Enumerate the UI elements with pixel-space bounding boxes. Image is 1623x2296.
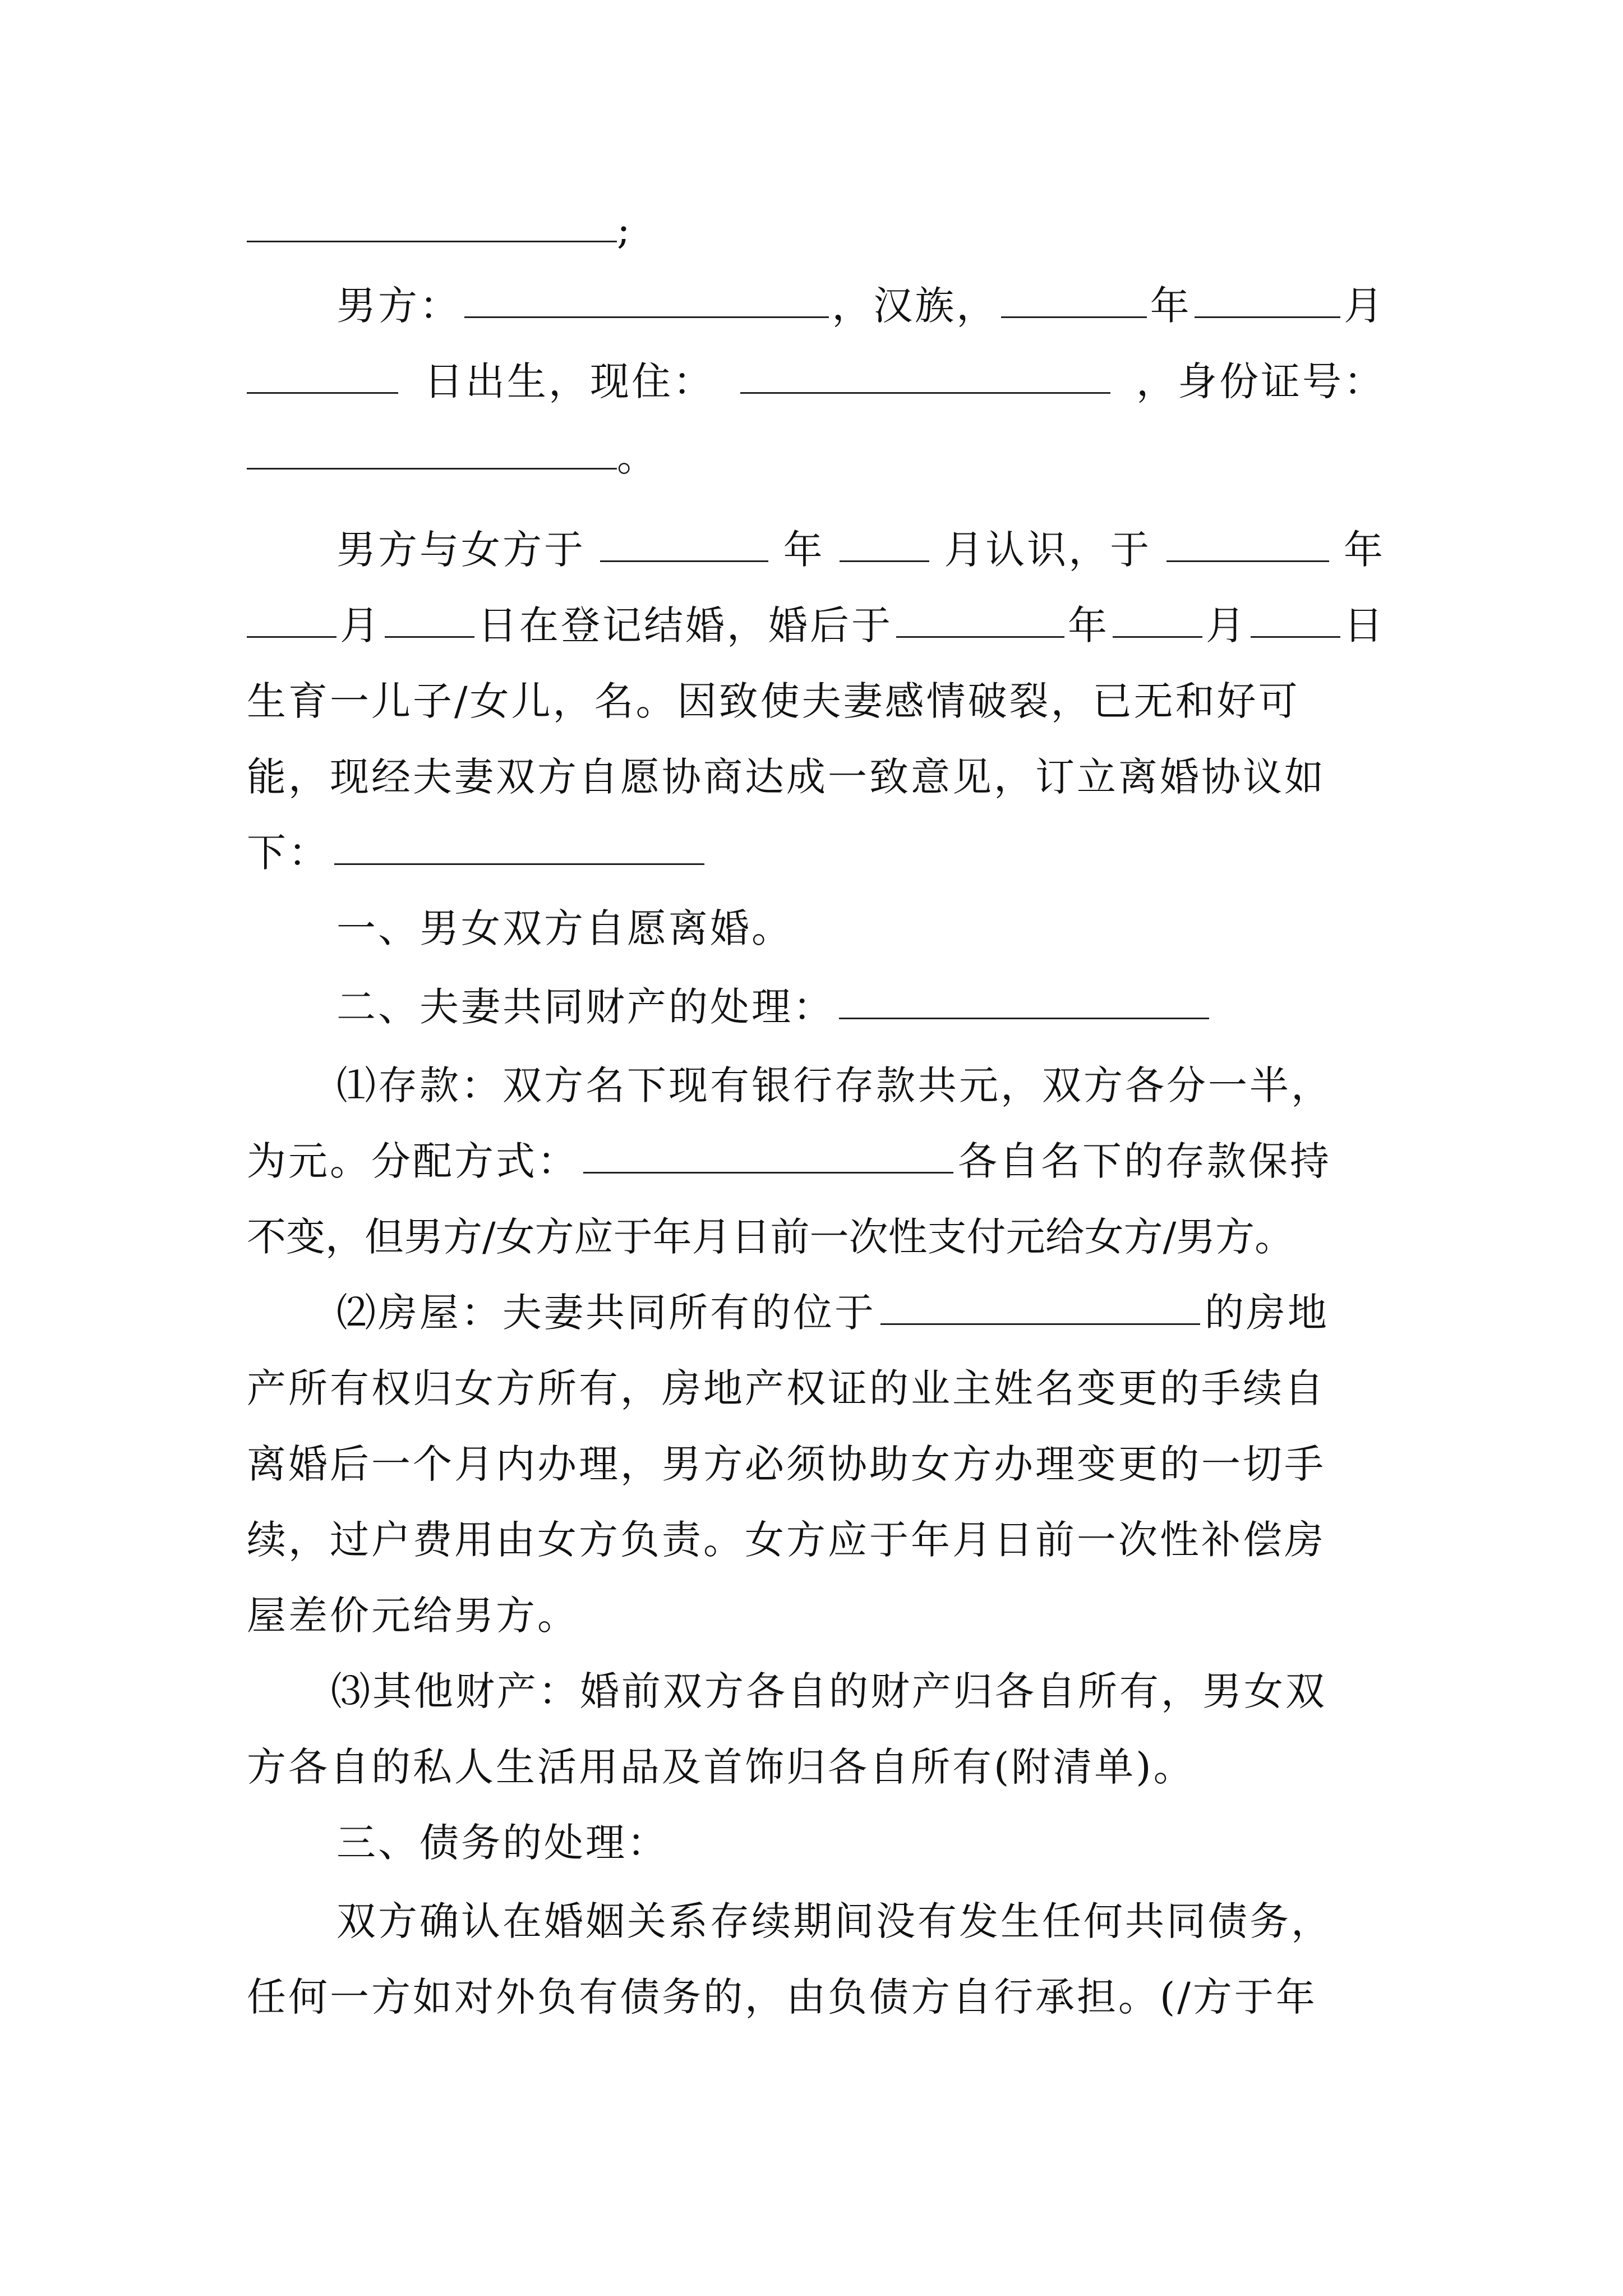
doc-line-18 <box>247 1509 1385 1571</box>
text-segment: 产所有权归女方所有，房地产权证的业主姓名变更的手续自 <box>247 1365 1326 1411</box>
doc-line-21 <box>247 1736 1385 1798</box>
blank-field <box>385 604 474 638</box>
text-segment: 月认识，于 <box>944 527 1152 573</box>
text-segment: 续，过户费用由女方负责。女方应于年月日前一次性补偿房 <box>247 1517 1326 1563</box>
text-segment: 方各自的私人生活用品及首饰归各自所有(附清单)。 <box>247 1744 1195 1790</box>
text-segment: 离婚后一个月内办理，男方必须协助女方办理变更的一切手 <box>247 1441 1326 1487</box>
blank-field <box>1251 604 1340 638</box>
doc-line-23 <box>247 1890 1385 1952</box>
blank-field <box>1113 604 1202 638</box>
doc-line-24 <box>247 1966 1385 2028</box>
blank-field <box>840 528 929 562</box>
text-segment: 月 <box>1343 283 1385 329</box>
doc-line-12 <box>247 1055 1385 1116</box>
doc-line-6 <box>247 595 1385 656</box>
doc-line-17 <box>247 1433 1385 1495</box>
doc-line-5 <box>247 519 1385 581</box>
text-segment: ; <box>617 207 633 253</box>
text-segment: 年 <box>783 527 825 573</box>
blank-field <box>247 360 398 394</box>
blank-field <box>1166 528 1329 562</box>
text-segment: 屋差价元给男方。 <box>247 1593 579 1639</box>
text-segment: 。 <box>617 434 658 480</box>
text-segment: 二、夫妻共同财产的处理： <box>336 984 834 1030</box>
blank-field <box>464 284 829 318</box>
doc-line-22 <box>247 1812 1385 1874</box>
text-segment: 月 <box>1206 602 1247 648</box>
doc-line-9 <box>247 822 1385 884</box>
blank-field <box>1001 284 1147 318</box>
doc-line-4 <box>247 426 1385 488</box>
text-segment: 三、债务的处理： <box>336 1820 668 1866</box>
doc-line-16 <box>247 1358 1385 1419</box>
blank-field <box>839 985 1209 1019</box>
doc-line-19 <box>247 1585 1385 1646</box>
text-segment: ，汉族， <box>832 283 998 329</box>
blank-field <box>740 360 1110 394</box>
doc-line-13 <box>247 1130 1385 1192</box>
text-segment: 年 <box>1068 602 1109 648</box>
doc-line-10 <box>247 898 1385 959</box>
text-segment: ⑵房屋：夫妻共同所有的位于 <box>336 1290 876 1336</box>
text-segment: 一、男女双方自愿离婚。 <box>336 905 793 951</box>
doc-line-3 <box>247 351 1385 412</box>
text-segment: ⑴存款：双方名下现有银行存款共元，双方各分一半， <box>336 1062 1332 1108</box>
text-segment: 年 <box>1343 527 1385 573</box>
text-segment: ，身份证号： <box>1136 358 1385 404</box>
text-segment: 任何一方如对外负有债务的，由负债方自行承担。(/方于年 <box>247 1974 1317 2020</box>
text-segment: 双方确认在婚姻关系存续期间没有发生任何共同债务， <box>336 1898 1332 1944</box>
text-segment: 下： <box>247 830 330 876</box>
text-segment: 能，现经夫妻双方自愿协商达成一致意见，订立离婚协议如 <box>247 754 1326 800</box>
text-segment: 为元。分配方式： <box>247 1138 579 1184</box>
doc-line-7 <box>247 670 1385 732</box>
text-segment: 各自名下的存款保持 <box>958 1138 1331 1184</box>
text-segment: 日出生，现住： <box>424 358 714 404</box>
blank-field <box>247 604 336 638</box>
text-segment: 男方： <box>336 283 461 329</box>
blank-field <box>1195 284 1340 318</box>
text-segment: 年 <box>1150 283 1192 329</box>
text-segment: 男方与女方于 <box>336 527 585 573</box>
blank-field <box>247 208 617 242</box>
text-segment: 不变，但男方/女方应于年月日前一次性支付元给女方/男方。 <box>247 1214 1294 1260</box>
doc-line-11 <box>247 976 1385 1038</box>
text-segment: ⑶其他财产：婚前双方各自的财产归各自所有，男女双 <box>331 1668 1327 1714</box>
doc-line-20 <box>247 1660 1385 1722</box>
doc-line-8 <box>247 746 1385 808</box>
blank-field <box>334 831 704 865</box>
blank-field <box>600 528 768 562</box>
blank-field <box>880 1291 1200 1325</box>
blank-field <box>896 604 1064 638</box>
text-segment: 日 <box>1344 602 1385 648</box>
text-segment: 的房地 <box>1205 1290 1329 1336</box>
doc-line-15 <box>247 1282 1385 1343</box>
doc-line-1 <box>247 199 1385 261</box>
doc-line-14 <box>247 1206 1385 1268</box>
blank-field <box>247 435 617 470</box>
text-segment: 日在登记结婚，婚后于 <box>478 602 893 648</box>
text-segment: 生育一儿子/女儿，名。因致使夫妻感情破裂，已无和好可 <box>247 678 1300 724</box>
doc-line-2 <box>247 275 1385 337</box>
blank-field <box>583 1139 953 1174</box>
text-segment: 月 <box>340 602 381 648</box>
